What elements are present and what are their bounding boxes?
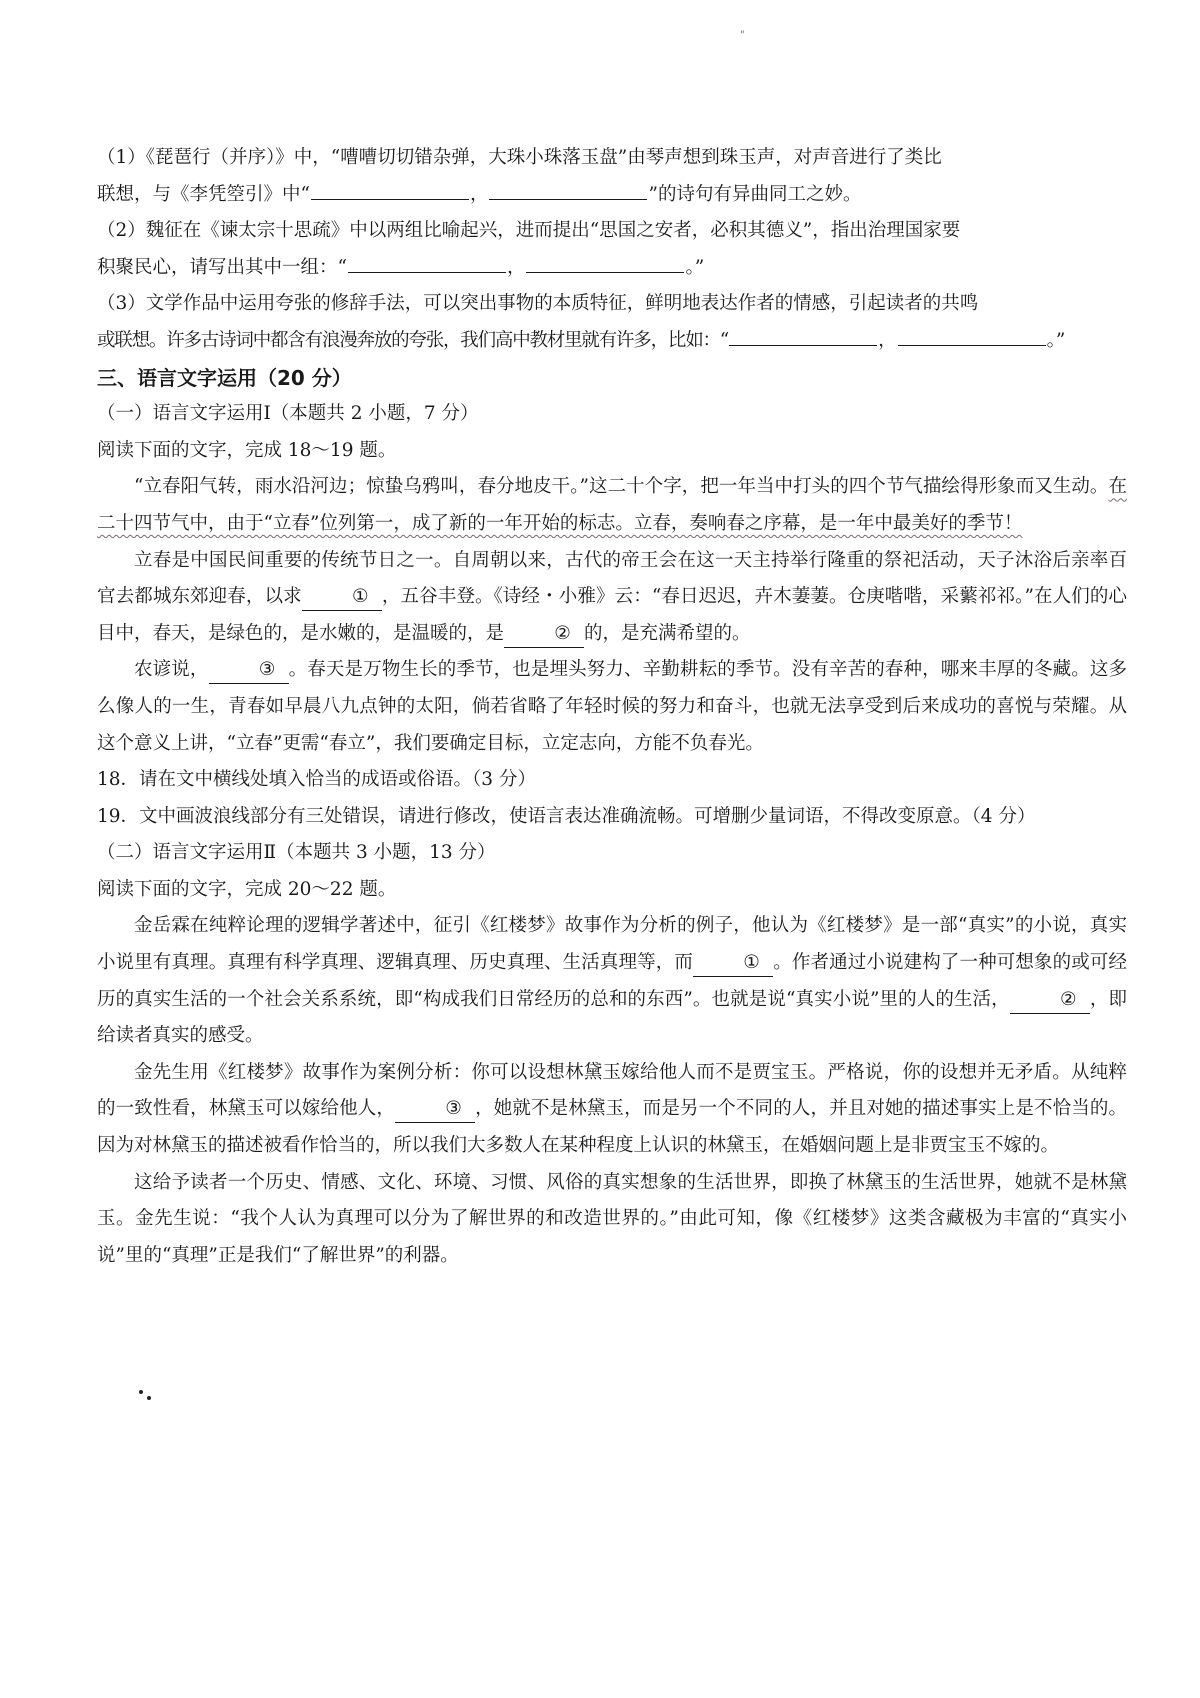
q1-line2-end: ”的诗句有异曲同工之妙。	[648, 183, 862, 205]
para2-text-a: 立春是中国民间重要的传统节日之一。自周朝以来，古代的帝王会在这一天主持举行隆重的祭祀活动，天子沐浴后亲率百官去都城东郊迎春，以求	[97, 549, 1127, 608]
stray-dot	[139, 1390, 143, 1394]
question-1	[97, 140, 1127, 213]
header-mark: "	[740, 30, 745, 41]
para4-text-a: 金岳霖在纯粹论理的逻辑学著述中，征引《红楼梦》故事作为分析的例子，他认为《红楼梦》是一部“真实”的小说，真实小说里有真理。真理有科学真理、逻辑真理、历史真理、生活真理等，而	[97, 915, 1127, 974]
part1-title: （一）语言文字运用Ⅰ（本题共 2 小题，7 分）	[97, 403, 479, 425]
para5-text-b: ，她就不是林黛玉，而是另一个不同的人，并且对她的描述事实上是不恰当的。因为对林黛玉的描述被看作恰当的，所以我们大多数人在某种程度上认识的林黛玉，在婚姻问题上是非贾宝玉不嫁的。	[97, 1098, 1127, 1157]
wavy-underlined-text: 在二十四节气中，由于“立春”位列第一，成了新的一年开始的标志。立春，奏响春之序幕，是一年中最美好的季节！	[97, 476, 1127, 534]
question-18: 18．请在文中横线处填入恰当的成语或俗语。（3 分）	[97, 769, 536, 791]
passage1-paragraph2	[97, 543, 1127, 653]
fill-blank-1[interactable]: ①	[693, 950, 773, 977]
q2-comma: ，	[506, 256, 526, 278]
para3-text-a: 农谚说，	[134, 659, 209, 681]
answer-blank[interactable]	[729, 323, 877, 346]
para3-text-b: 。春天是万物生长的季节，也是埋头努力、辛勤耕耘的季节。没有辛苦的春种，哪来丰厚的冬藏。这多么像人的一生，青春如早晨八九点钟的太阳，倘若省略了年轻时候的努力和奋斗，也就无法享受到后来成功的喜悦与荣耀。从这个意义上讲，“立春”更需“春立”，我们要确定目标，立定志向，方能不负春光。	[97, 659, 1127, 754]
fill-blank-3[interactable]: ③	[209, 657, 289, 684]
para4-text-c: ，即给读者真实的感受。	[97, 988, 1127, 1047]
answer-blank[interactable]	[526, 250, 684, 273]
answer-blank[interactable]	[311, 177, 469, 200]
q3-comma: ，	[878, 329, 897, 351]
para2-text-b: ，五谷丰登。《诗经・小雅》云：“春日迟迟，卉木萋萋。仓庚喈喈，采蘩祁祁。”在人们的心目中，春天，是绿色的，是水嫩的，是温暖的，是	[97, 586, 1127, 644]
q2-line2-start: 积聚民心，请写出其中一组：“	[97, 256, 347, 278]
part2-instruction: 阅读下面的文字，完成 20～22 题。	[97, 878, 397, 900]
q3-line2-end: 。”	[1046, 329, 1066, 351]
fill-blank-2[interactable]: ②	[1010, 987, 1090, 1014]
q2-line2-end: 。”	[685, 256, 705, 278]
para1-text: “立春阳气转，雨水沿河边；惊蛰乌鸦叫，春分地皮干。”这二十个字，把一年当中打头的四个节气描绘得形象而又生动。	[134, 476, 1109, 498]
q3-line2-start: 或联想。许多古诗词中都含有浪漫奔放的夸张，我们高中教材里就有许多，比如：“	[97, 329, 729, 351]
q1-line1: （1）《琵琶行（并序）》中，“嘈嘈切切错杂弹，大珠小珠落玉盘”由琴声想到珠玉声，对声音进行了类比	[97, 147, 942, 168]
fill-blank-3[interactable]: ③	[395, 1096, 475, 1123]
part1-instruction: 阅读下面的文字，完成 18～19 题。	[97, 439, 397, 461]
para4-text-b: 。作者通过小说建构了一种可想象的或可经历的真实生活的一个社会关系系统，即“构成我们日常经历的总和的东西”。也就是说“真实小说”里的人的生活，	[97, 952, 1127, 1010]
passage2-paragraph3: 这给予读者一个历史、情感、文化、环境、习惯、风俗的真实想象的生活世界，即换了林黛玉的生活世界，她就不是林黛玉。金先生说：“我个人认为真理可以分为了解世界的和改造世界的。”由此可知，像《红楼梦》这类含藏极为丰富的“真实小说”里的“真理”正是我们“了解世界”的利器。	[97, 1171, 1127, 1266]
passage1-paragraph1	[97, 469, 1127, 542]
question-2	[97, 213, 1127, 286]
part2-title: （二）语言文字运用Ⅱ（本题共 3 小题，13 分）	[97, 842, 496, 864]
q3-line1: （3）文学作品中运用夸张的修辞手法，可以突出事物的本质特征，鲜明地表达作者的情感，引起读者的共鸣	[97, 293, 979, 315]
q1-line2-start: 联想，与《李凭箜引》中“	[97, 183, 310, 205]
question-3	[97, 286, 1127, 359]
passage2-paragraph1	[97, 908, 1127, 1054]
q1-comma: ，	[469, 183, 489, 205]
exam-page	[97, 140, 1127, 1274]
fill-blank-1[interactable]: ①	[302, 584, 382, 611]
section-title: 三、语言文字运用（20 分）	[97, 365, 352, 390]
para5-text-a: 金先生用《红楼梦》故事作为案例分析：你可以设想林黛玉嫁给他人而不是贾宝玉。严格说，你的设想并无矛盾。从纯粹的一致性看，林黛玉可以嫁给他人，	[97, 1061, 1127, 1120]
fill-blank-2[interactable]: ②	[504, 621, 584, 648]
q2-line1: （2）魏征在《谏太宗十思疏》中以两组比喻起兴，进而提出“思国之安者，必积其德义”，指出治理国家要	[97, 220, 961, 242]
answer-blank[interactable]	[898, 323, 1046, 346]
stray-dot	[147, 1396, 151, 1400]
para2-text-c: 的，是充满希望的。	[584, 622, 751, 644]
passage2-paragraph2	[97, 1055, 1127, 1165]
answer-blank[interactable]	[489, 177, 647, 200]
answer-blank[interactable]	[348, 250, 506, 273]
question-19: 19．文中画波浪线部分有三处错误，请进行修改，使语言表达准确流畅。可增删少量词语，不得改变原意。（4 分）	[97, 805, 1036, 827]
passage1-paragraph3	[97, 652, 1127, 762]
